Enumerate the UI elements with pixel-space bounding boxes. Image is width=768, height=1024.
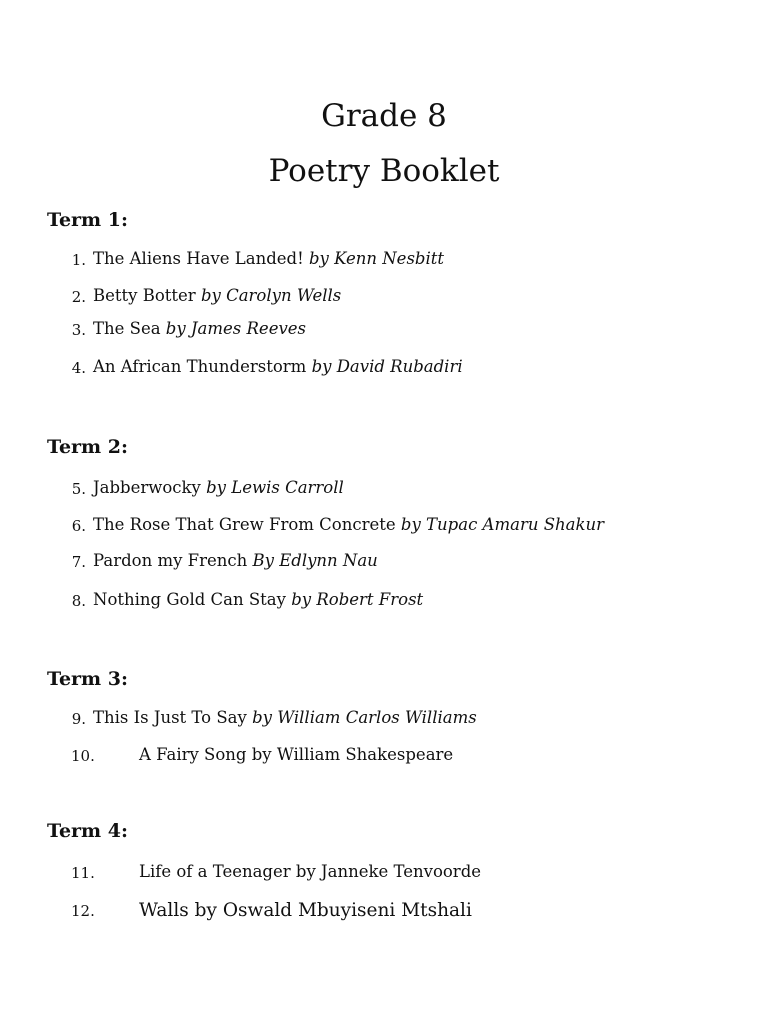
- poem-title: Nothing Gold Can Stay: [93, 590, 286, 609]
- term-3-heading: Term 3:: [47, 668, 129, 690]
- poem-author: by Lewis Carroll: [206, 478, 344, 497]
- item-number: 6.: [71, 517, 86, 535]
- poem-author: by James Reeves: [165, 319, 307, 338]
- item-number: 3.: [71, 321, 86, 339]
- poem-author: by Carolyn Wells: [200, 286, 342, 305]
- item-number: 2.: [71, 288, 86, 306]
- item-number: 4.: [71, 359, 86, 377]
- poem-title: This Is Just To Say: [93, 708, 247, 727]
- term-4-heading: Term 4:: [47, 820, 129, 842]
- item-number: 9.: [71, 710, 86, 728]
- item-number: 8.: [71, 592, 86, 610]
- poem-author: By Edlynn Nau: [252, 551, 378, 570]
- poem-author: by Kenn Nesbitt: [308, 249, 445, 268]
- poem-entry: Walls by Oswald Mbuyiseni Mtshali: [139, 900, 472, 921]
- poem-title: Betty Botter: [93, 286, 196, 305]
- page-subtitle: Poetry Booklet: [268, 153, 500, 189]
- item-number: 5.: [71, 480, 86, 498]
- poem-entry: Life of a Teenager by Janneke Tenvoorde: [139, 862, 482, 881]
- term-1-heading: Term 1:: [47, 209, 129, 231]
- poem-author: by Robert Frost: [291, 590, 424, 609]
- poem-title: The Sea: [93, 319, 161, 338]
- poem-title: Jabberwocky: [93, 478, 201, 497]
- poem-title: The Rose That Grew From Concrete: [93, 515, 396, 534]
- poem-entry: A Fairy Song by William Shakespeare: [139, 745, 454, 764]
- item-number: 1.: [71, 251, 86, 269]
- item-number: 7.: [71, 553, 86, 571]
- poem-author: by William Carlos Williams: [252, 708, 477, 727]
- poem-title: Pardon my French: [93, 551, 248, 570]
- item-number: 11.: [71, 864, 95, 882]
- poem-title: The Aliens Have Landed!: [93, 249, 304, 268]
- page-title: Grade 8: [321, 98, 447, 134]
- poem-author: by David Rubadiri: [311, 357, 463, 376]
- poem-author: by Tupac Amaru Shakur: [400, 515, 604, 534]
- term-2-heading: Term 2:: [47, 436, 129, 458]
- item-number: 12.: [71, 902, 95, 920]
- item-number: 10.: [71, 747, 95, 765]
- poem-title: An African Thunderstorm: [93, 357, 307, 376]
